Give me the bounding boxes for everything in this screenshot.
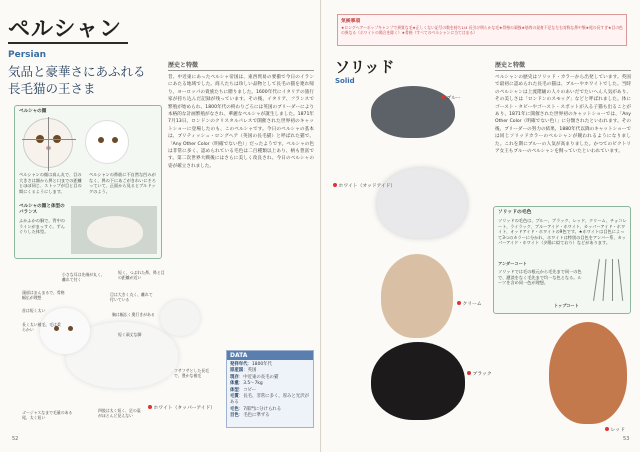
- callout-ears: 小さな耳は先端が丸く、離れて付く: [62, 272, 105, 283]
- right-eye-icon: [68, 326, 73, 331]
- cat-red-label: レッド: [605, 426, 625, 433]
- color-box-text: ソリッドの毛色は、ブルー、ブラック、レッド、クリーム、チョコレート、ライラック、ブルーアイド・ホワイト、カッパーアイド・ホワイト、オッドアイド・ホワイトの9色です。★ホワイトは目色によって3つのカラーに分かれ、ホワイトは特別の目色をアンバー系、カッパーアイド・ホワイト（夕陽に似ており）などがあります。: [498, 218, 627, 246]
- data-row: 目色：毛色に準ずる: [230, 413, 270, 419]
- label-dot-icon: [605, 427, 609, 431]
- undercoat-text: ソリッドでは毛の根元から毛先まで同一の色で、濃淡をなく毛先まで均一な色となる。ルーツを含め同一色が理想。: [498, 269, 582, 286]
- page-number-left: 52: [12, 436, 19, 442]
- white-cat-label: ホワイト（タッパーアイド）: [148, 404, 215, 411]
- history-label: 歴史と特徴: [168, 60, 314, 71]
- cat-cream-label: クリーム: [457, 300, 482, 307]
- data-box: [226, 350, 314, 428]
- callout-tail: ゴージャスなまで毛量のある尾、太く短い: [22, 410, 73, 421]
- hair-strand-icon: [618, 259, 623, 301]
- undercoat-label: アンダーコート: [498, 261, 527, 266]
- label-dot-icon: [441, 95, 445, 99]
- hair-strand-icon: [603, 259, 607, 301]
- cat-cream-photo: [381, 254, 453, 338]
- catchphrase-line-2: 長毛猫の王さま: [8, 81, 96, 96]
- right-eye-icon: [112, 137, 118, 143]
- solid-history-section: [495, 60, 631, 155]
- callout-chest: 胸は幅広く奥行きがある: [112, 312, 155, 317]
- guide-line-icon: [48, 117, 49, 171]
- data-row: 毛色：7部門に分けられる: [230, 406, 282, 412]
- solid-history-label: 歴史と特徴: [495, 60, 631, 71]
- data-row: 原産国：英国: [230, 368, 257, 374]
- data-row: 発祥年代：1800年代: [230, 362, 272, 367]
- balance-box-title: ペルシャの顔と体型のバランス: [19, 204, 65, 215]
- cat-white-label: ホワイト（オッドアイド）: [333, 182, 395, 189]
- history-text: 昔、中近東にあったペルシャ帝国は、東西貿易の要衝で今日のイランにあたる地域でした。商人たちは珍しい品物として長毛の猫を連れ帰り、ヨーロッパの貴族たちに贈りました。1600年代にイタリアの旅行家が持ち込んだ記録が残っています。その後、イタリア、フランスで繁殖が始められ、1800年代の終わりごろには英国のブリーダーにより本格的な計画繁殖がなされ、華麗なペルシャが誕生しました。1871年7月13日、ロンドンのクリスタルパレスで開催された世界初のキャットショーに登場したのも、このペルシャです。今日のペルシャの基本は、ブリティッシュ・ロングヘア（英国の長毛猫）と呼ばれた猫で、「Any Other Color（明確でない色）」だったようです。ペルシャの色は非常に多く、認められている毛色は二百種類以上あり、柄も豊富です。第二次世界大戦後にはさらに美しく改良され、今日のペルシャの姿が確立されました。: [168, 75, 314, 169]
- callout-neck: 首は短く太い: [22, 308, 46, 313]
- cat-blue-label: ブルー: [441, 94, 461, 101]
- solid-history-text: ペルシャンの歴史はソリッド・カラーから出発しています。英国で最初に認められた長毛の猫は、ブルーやホワイトでした。当時のペルシャンは上流階級の人々のあいだでたいへん人気があり、その美しさは「ロンドンのスモッグ」などと呼ばれました。体にゴースト・タビーやゴースト・スポットが入る子猫も出ることがあり、1871年に開催された世界初のキャットショーでは、「Any Other Color（明確でない色）」に分類されたといわれます。その後、ブリーダーの努力の結果、1880年代以降のキャットショーでは同じソリッドカラーのペルシャンが競われるようになりました。これを期にブルーの人気が高まりました。かつてのビクトリア女王もブルーのペルシャンを飼っていたといわれています。: [495, 75, 631, 155]
- label-dot-icon: [148, 405, 152, 409]
- title-underline: [8, 42, 128, 44]
- callout-paws: 四肢は太く短く、足の裏がほとんど見えない: [98, 408, 141, 419]
- hair-diagram: [590, 259, 628, 303]
- callout-coat: フサフサとした長毛で、豊かな被毛: [174, 368, 210, 379]
- hair-strand-icon: [612, 259, 613, 301]
- label-dot-icon: [333, 183, 337, 187]
- solid-title: ソリッド: [335, 58, 395, 76]
- callout-head: 頭部はまんまるで、骨格幅広が理想: [22, 290, 65, 301]
- color-info-box: [493, 206, 631, 314]
- page-number-right: 53: [623, 436, 630, 442]
- data-row: 体型：コビー: [230, 387, 257, 393]
- cat-photo-icon: [87, 216, 143, 248]
- face-caption: ペルシャンの顔は真ん丸で、目の大きさは額から鼻と口までの距離とほぼ同じ、ストップが目と目の間にくるようにします。: [19, 172, 82, 194]
- cat-white-photo: [377, 168, 467, 238]
- cat-black-label: ブラック: [467, 370, 492, 377]
- guide-line-icon: [22, 139, 76, 140]
- catchphrase-line-1: 気品と豪華さにあふれる: [8, 64, 146, 79]
- data-row: 体重：3.5〜7kg: [230, 381, 263, 387]
- cat-tail-icon: [160, 300, 200, 336]
- topcoat-label: トップコート: [554, 303, 579, 308]
- page-title: ペルシャン: [8, 16, 123, 42]
- face-diagram: [23, 118, 73, 168]
- data-row: 毛質：長毛、非常に多く、厚みと光沢がある: [230, 394, 309, 406]
- left-eye-icon: [98, 137, 104, 143]
- balance-photo: [71, 206, 157, 254]
- history-section: [168, 60, 314, 170]
- face-info-box: [14, 105, 162, 259]
- callout-eyes: 目は大きく丸く、離れて付いている: [110, 292, 153, 303]
- cat-red-photo: [549, 322, 627, 424]
- data-row: 現存：中近東の長毛の猫: [230, 374, 279, 380]
- solid-english: Solid: [335, 77, 355, 85]
- label-dot-icon: [457, 301, 461, 305]
- warning-box: [337, 14, 627, 46]
- warning-title: 気候事項: [341, 19, 361, 24]
- face-box-title: ペルシャの顔: [19, 109, 47, 114]
- right-page: [320, 0, 640, 452]
- callout-legs: 短く頑丈な脚: [118, 332, 142, 337]
- face-caption-2: ペルシャンの鼻筋に不自然な凹みがなく、鼻の下にあごがきれいにそろっていて、正面から見るとブルドッグのよう。: [89, 172, 156, 194]
- callout-fur: 長く太い被毛、毛は柔らかい: [22, 322, 61, 333]
- color-box-title: ソリッドの毛色: [498, 210, 532, 215]
- balance-caption: ふかふかの胴で、背中のラインがまっすぐ。ずんぐりした体型。: [19, 218, 65, 235]
- data-rows: [227, 360, 313, 422]
- data-title: DATA: [227, 351, 313, 360]
- title-english: Persian: [8, 50, 47, 60]
- callout-nose: 短く、つぶれた鼻、鼻と目の距離が近い: [118, 270, 165, 281]
- cat-black-photo: [371, 342, 465, 420]
- face-closeup: [85, 120, 129, 164]
- catchphrase: [8, 63, 153, 97]
- hair-strand-icon: [593, 259, 600, 301]
- warning-text: ★ロングヘアーポップキャンプで異質な毛★正しくない記号の数を持ち1/4 長引け明らかな毛★骨格の頑強★筋肉の発育不足な左右対称な鼻や顎★尾の長すぎ★目の色の異なる（ホワイトの場合を除く）★骨格（すべてのペルシャンに当てはまる）: [341, 25, 623, 36]
- label-dot-icon: [467, 371, 471, 375]
